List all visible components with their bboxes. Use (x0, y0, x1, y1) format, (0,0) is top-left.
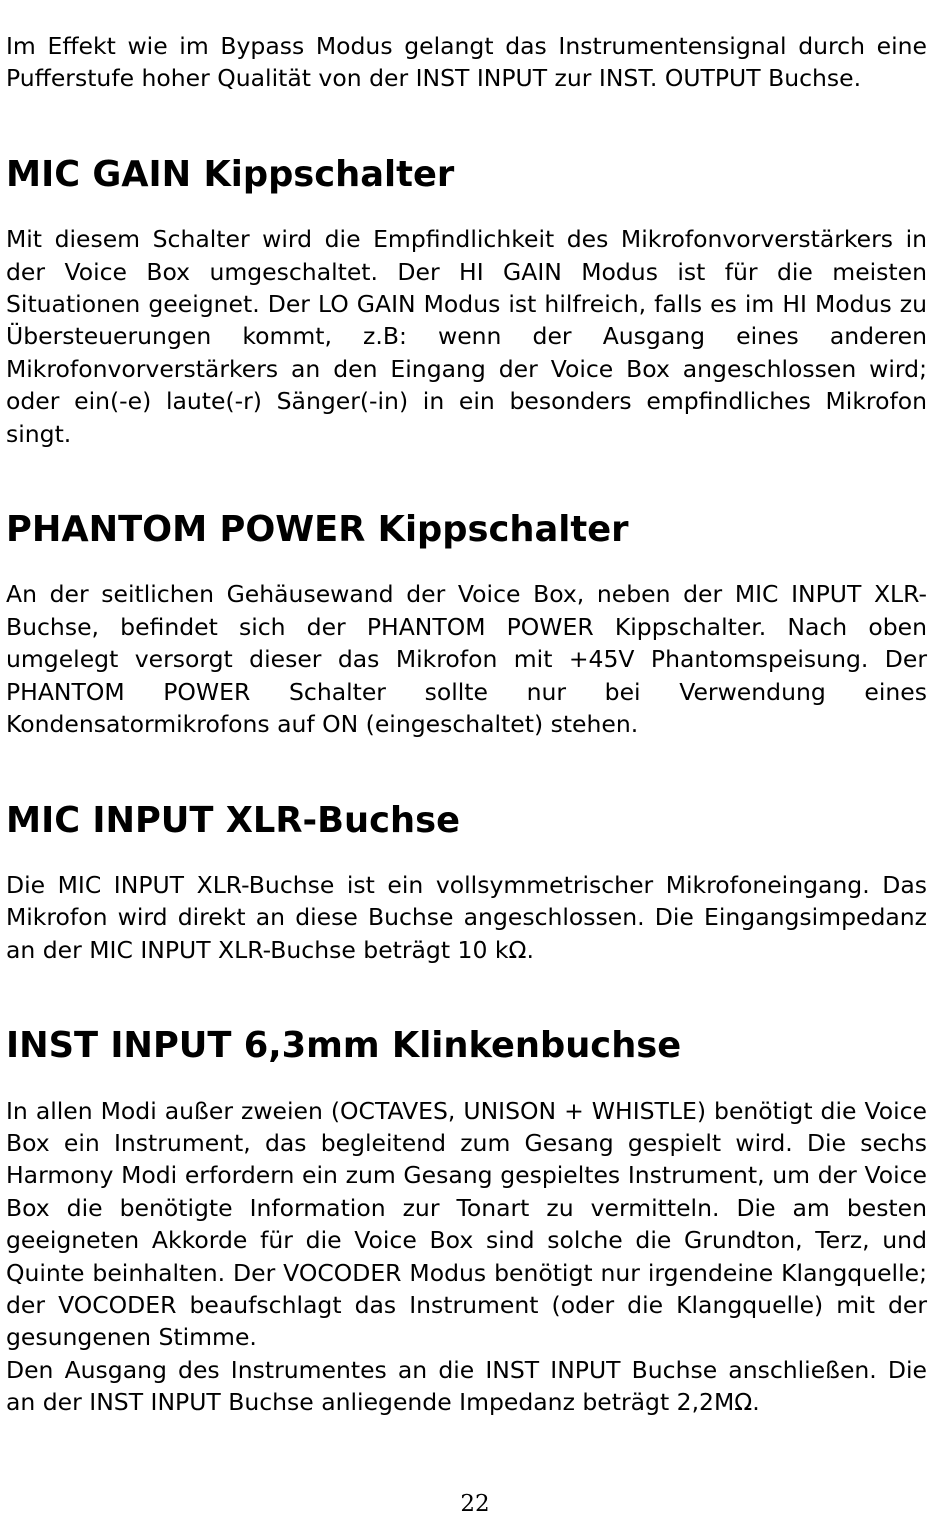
manual-page (6, 30, 927, 1419)
heading-mic-gain: MIC GAIN Kippschalter (6, 153, 455, 195)
paragraph-phantom-power: An der seitlichen Gehäusewand der Voice Box, neben der MIC INPUT XLR-Buchse, befindet sich der PHANTOM POWER Kippschalter. Nach oben umgelegt versorgt dieser das Mikrofon mit +45V Phantomspeisung. Der PHANTOM POWER Schalter sollte nur bei Verwendung eines Kondensatormikrofons auf ON (eingeschaltet) stehen. (6, 580, 927, 739)
intro-paragraph: Im Effekt wie im Bypass Modus gelangt das Instrumentensignal durch eine Pufferstufe hoher Qualität von der INST INPUT zur INST. OUTPUT Buchse. (6, 32, 927, 93)
heading-phantom-power: PHANTOM POWER Kippschalter (6, 509, 629, 551)
heading-mic-input: MIC INPUT XLR-Buchse (6, 799, 460, 841)
page-number: 22 (460, 1491, 490, 1517)
paragraph-mic-gain: Mit diesem Schalter wird die Empfindlichkeit des Mikrofonvorverstärkers in der Voice Box umgeschaltet. Der HI GAIN Modus ist für die meisten Situationen geeignet. Der LO GAIN Modus ist hilfreich, falls es im HI Modus zu Übersteuerungen kommt, z.B: wenn der Ausgang eines anderen Mikrofonvorverstärkers an den Eingang der Voice Box angeschlossen wird; oder ein(-e) laute(-r) Sänger(-in) in ein besonders empfindliches Mikrofon singt. (6, 225, 927, 448)
paragraph-inst-input-1: In allen Modi außer zweien (OCTAVES, UNISON + WHISTLE) benötigt die Voice Box ein Instrument, das begleitend zum Gesang gespielt wird. Die sechs Harmony Modi erfordern ein zum Gesang gespieltes Instrument, um der Voice Box die benötigte Information zur Tonart zu vermitteln. Die am besten geeigneten Akkorde für die Voice Box sind solche die Grundton, Terz, und Quinte beinhalten. Der VOCODER Modus benötigt nur irgendeine Klangquelle; der VOCODER beaufschlagt das Instrument (oder die Klangquelle) mit der gesungenen Stimme. (6, 1096, 927, 1352)
paragraph-inst-input-2: Den Ausgang des Instrumentes an die INST INPUT Buchse anschließen. Die an der INST INPUT Buchse anliegende Impedanz beträgt 2,2MΩ. (6, 1355, 927, 1417)
heading-inst-input: INST INPUT 6,3mm Klinkenbuchse (6, 1025, 682, 1067)
paragraph-mic-input: Die MIC INPUT XLR-Buchse ist ein vollsymmetrischer Mikrofoneingang. Das Mikrofon wird direkt an diese Buchse angeschlossen. Die Eingangsimpedanz an der MIC INPUT XLR-Buchse beträgt 10 kΩ. (6, 870, 927, 964)
